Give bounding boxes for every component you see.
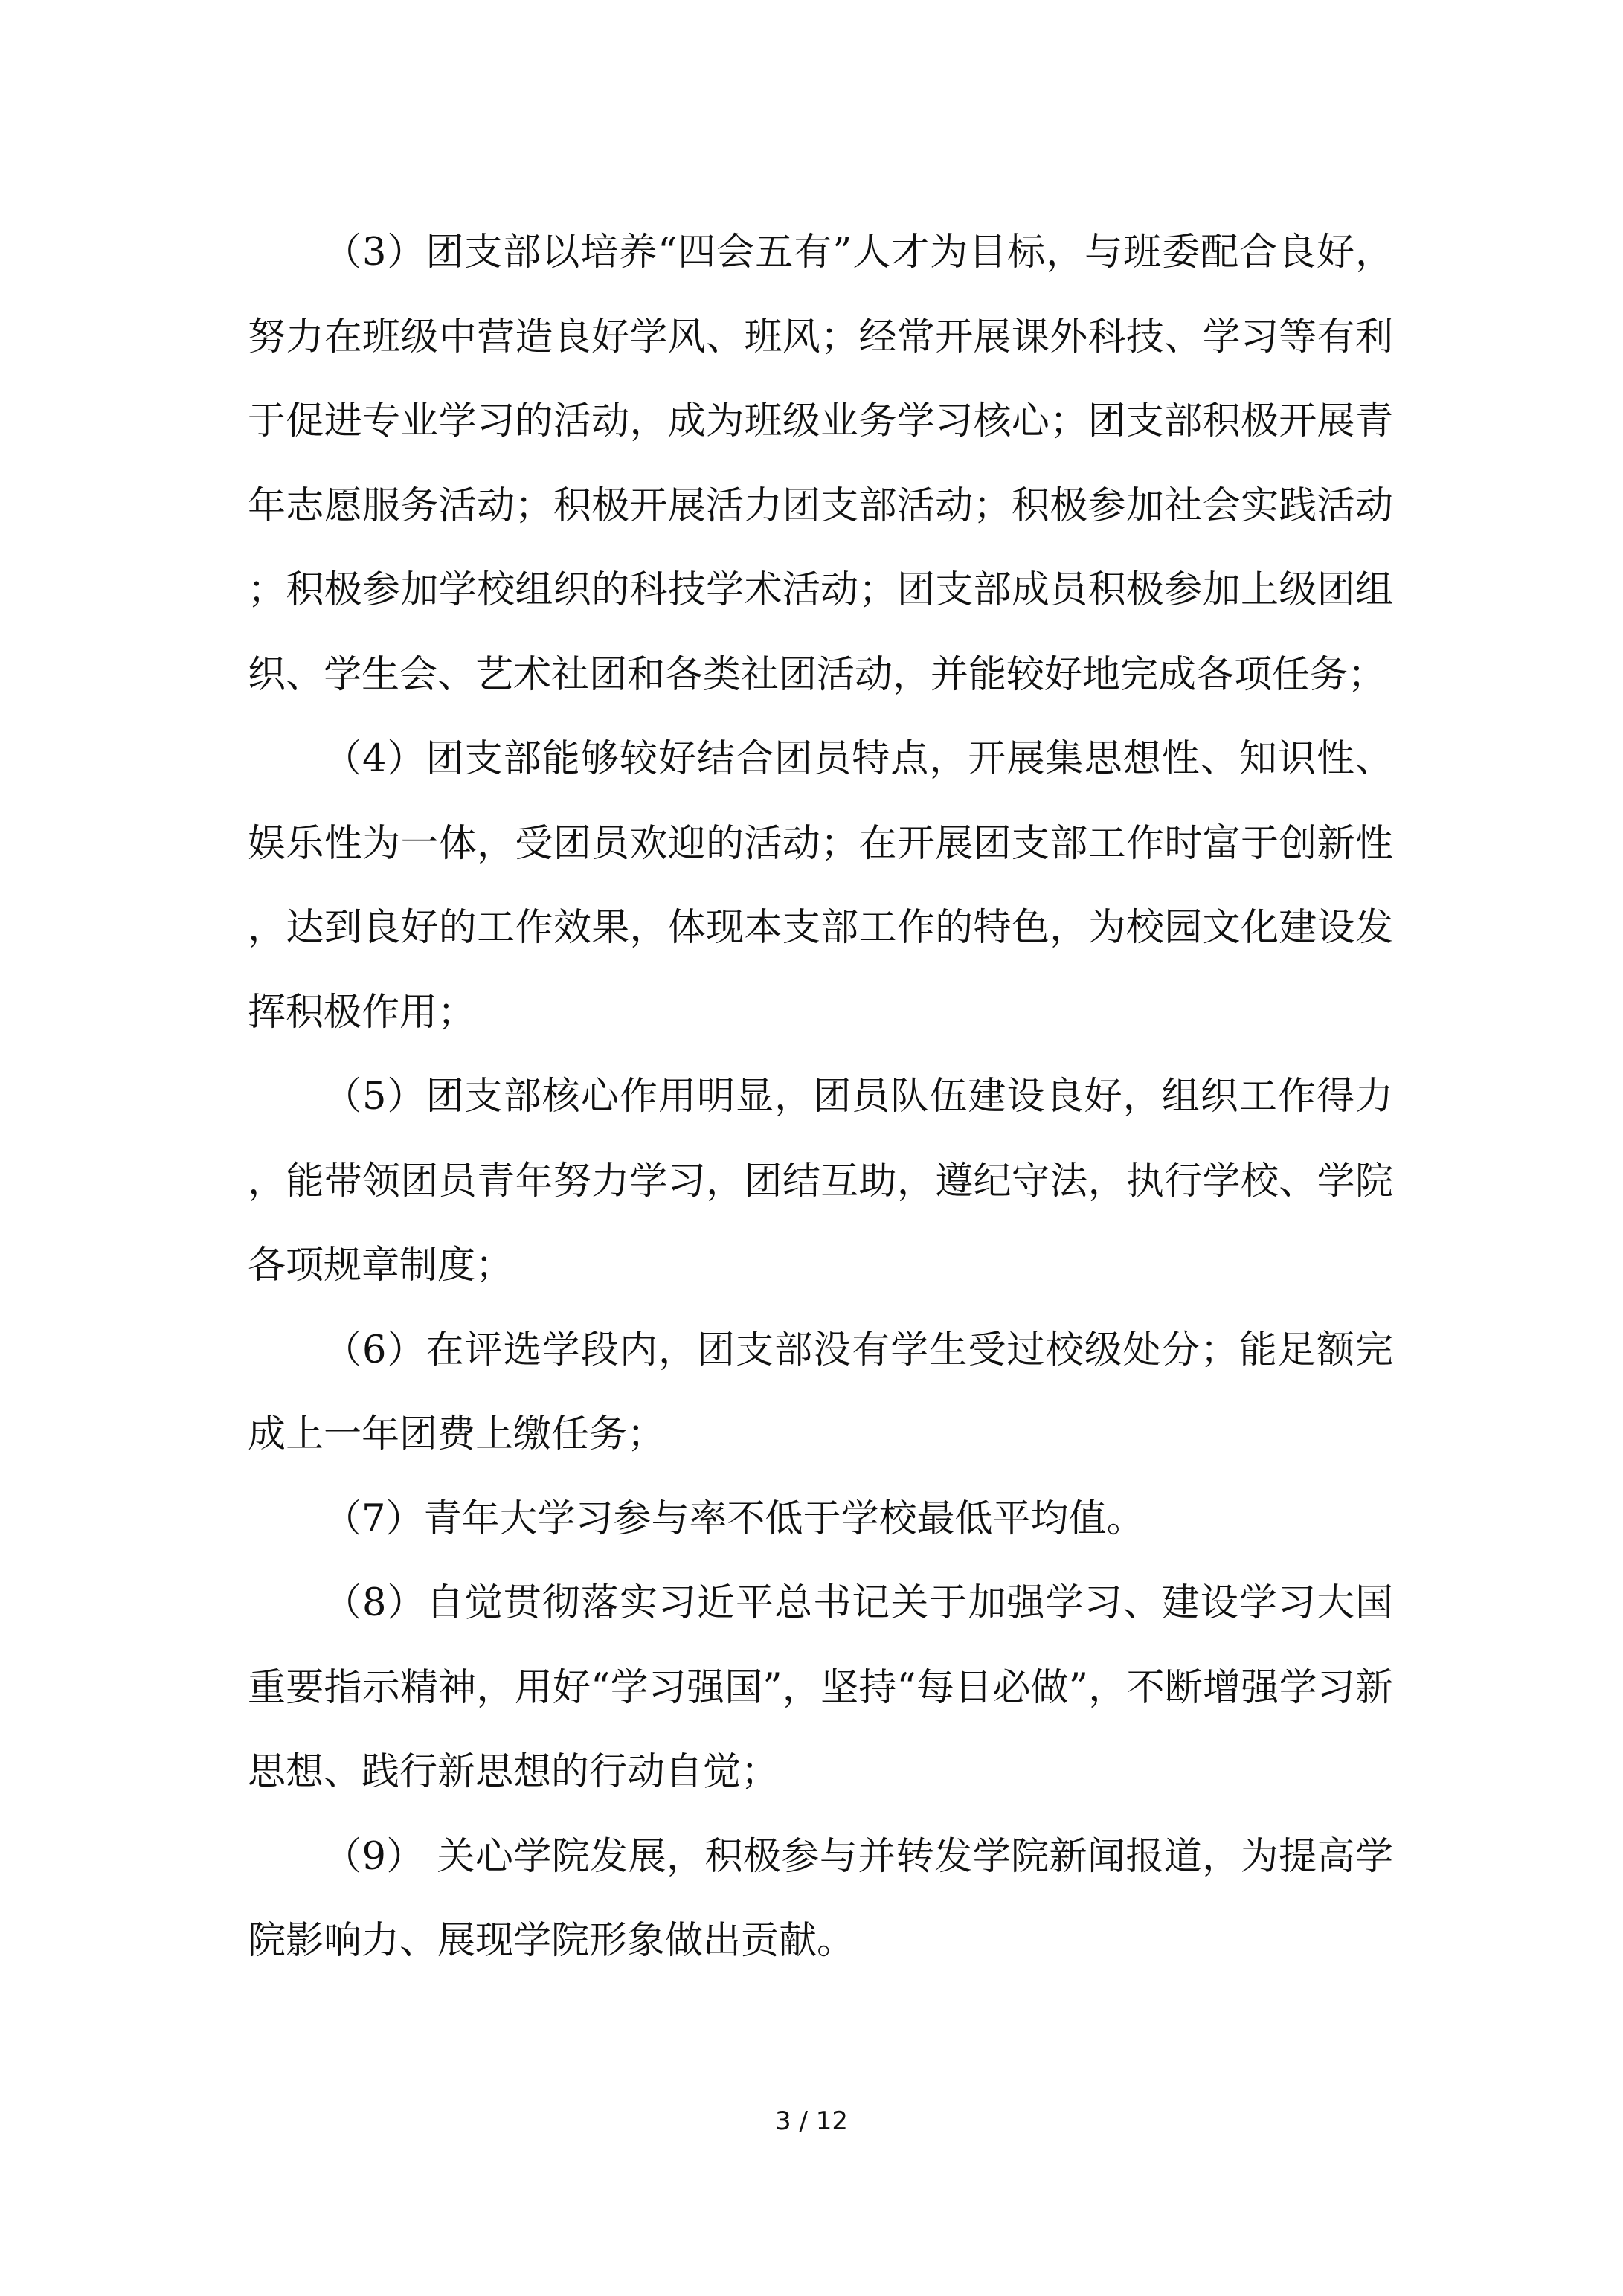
paragraph-7: （7）青年大学习参与率不低于学校最低平均值。 [324,1496,1145,1541]
body-text [248,210,1393,1984]
page-number: 3 / 12 [775,2106,848,2136]
paragraph-3: （3）团支部以培养“四会五有”人才为目标，与班委配合良好，努力在班级中营造良好学风、班风；经常开展课外科技、学习等有利于促进专业学习的活动，成为班级业务学习核心；团支部积极开展青年志愿服务活动；积极开展活力团支部活动；积极参加社会实践活动；积极参加学校组织的科技学术活动；团支部成员积极参加上级团组织、学生会、艺术社团和各类社团活动，并能较好地完成各项任务； [248,231,1393,697]
paragraph-5: （5）团支部核心作用明显，团员队伍建设良好，组织工作得力，能带领团员青年努力学习，团结互助，遵纪守法，执行学校、学院各项规章制度； [248,1075,1393,1287]
paragraph-6: （6）在评选学段内，团支部没有学生受过校级处分；能足额完成上一年团费上缴任务； [248,1328,1393,1456]
paragraph-8: （8）自觉贯彻落实习近平总书记关于加强学习、建设学习大国重要指示精神，用好“学习强国”，坚持“每日必做”，不断增强学习新思想、践行新思想的行动自觉； [248,1581,1393,1794]
paragraph-9: （9） 关心学院发展，积极参与并转发学院新闻报道，为提高学院影响力、展现学院形象做出贡献。 [248,1834,1393,1963]
paragraph-4: （4）团支部能够较好结合团员特点，开展集思想性、知识性、娱乐性为一体，受团员欢迎的活动；在开展团支部工作时富于创新性，达到良好的工作效果，体现本支部工作的特色，为校园文化建设发挥积极作用； [248,737,1393,1035]
